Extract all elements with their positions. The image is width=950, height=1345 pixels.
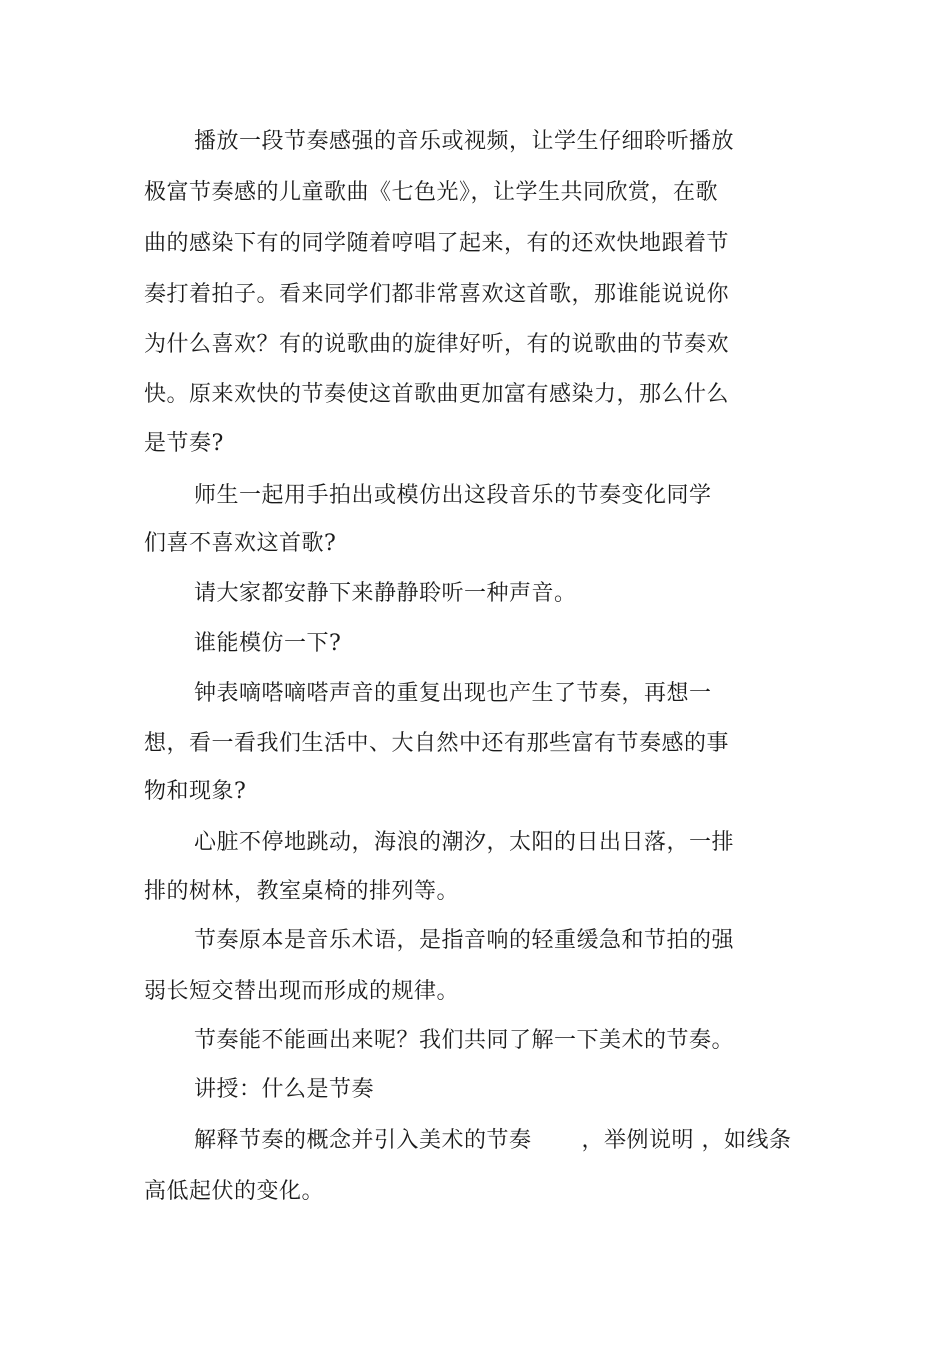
paragraph-line: 钟表嘀嗒嘀嗒声音的重复出现也产生了节奏，再想一: [194, 681, 712, 706]
paragraph-line: 心脏不停地跳动，海浪的潮汐，太阳的日出日落，一排: [194, 830, 735, 855]
paragraph-line: 节奏原本是音乐术语，是指音响的轻重缓急和节拍的强: [194, 928, 735, 953]
last-para-part1: 解释节奏的概念并引入美术的节奏: [194, 1128, 532, 1153]
paragraph-line: 们喜不喜欢这首歌?: [144, 531, 337, 556]
paragraph-line-last: [194, 1126, 792, 1156]
paragraph-line: 快。原来欢快的节奏使这首歌曲更加富有感染力，那么什么: [144, 382, 730, 407]
paragraph-line: 弱长短交替出现而形成的规律。: [144, 979, 460, 1004]
paragraph-line: 是节奏?: [144, 431, 224, 456]
paragraph-line: 节奏能不能画出来呢？我们共同了解一下美术的节奏。: [194, 1028, 735, 1053]
paragraph-line: 谁能模仿一下?: [194, 631, 342, 656]
paragraph-line: 排的树林，教室桌椅的排列等。: [144, 879, 460, 904]
paragraph-line: 讲授：什么是节奏: [194, 1077, 375, 1102]
paragraph-line: 曲的感染下有的同学随着哼唱了起来，有的还欢快地跟着节: [144, 231, 730, 256]
paragraph-line: 请大家都安静下来静静聆听一种声音。: [194, 581, 577, 606]
paragraph-line: 高低起伏的变化。: [144, 1179, 325, 1204]
paragraph-line: 播放一段节奏感强的音乐或视频，让学生仔细聆听播放: [194, 129, 735, 154]
paragraph-line: 极富节奏感的儿童歌曲《七色光》，让学生共同欣赏，在歌: [144, 180, 719, 205]
paragraph-line: 想，看一看我们生活中、大自然中还有那些富有节奏感的事: [144, 731, 730, 756]
paragraph-line: 奏打着拍子。看来同学们都非常喜欢这首歌，那谁能说说你: [144, 282, 730, 307]
last-para-part2: ，举例说明 ，如线条: [581, 1128, 792, 1153]
paragraph-line: 物和现象?: [144, 779, 247, 804]
paragraph-line: 师生一起用手拍出或模仿出这段音乐的节奏变化同学: [194, 483, 712, 508]
paragraph-line: 为什么喜欢？有的说歌曲的旋律好听，有的说歌曲的节奏欢: [144, 332, 730, 357]
